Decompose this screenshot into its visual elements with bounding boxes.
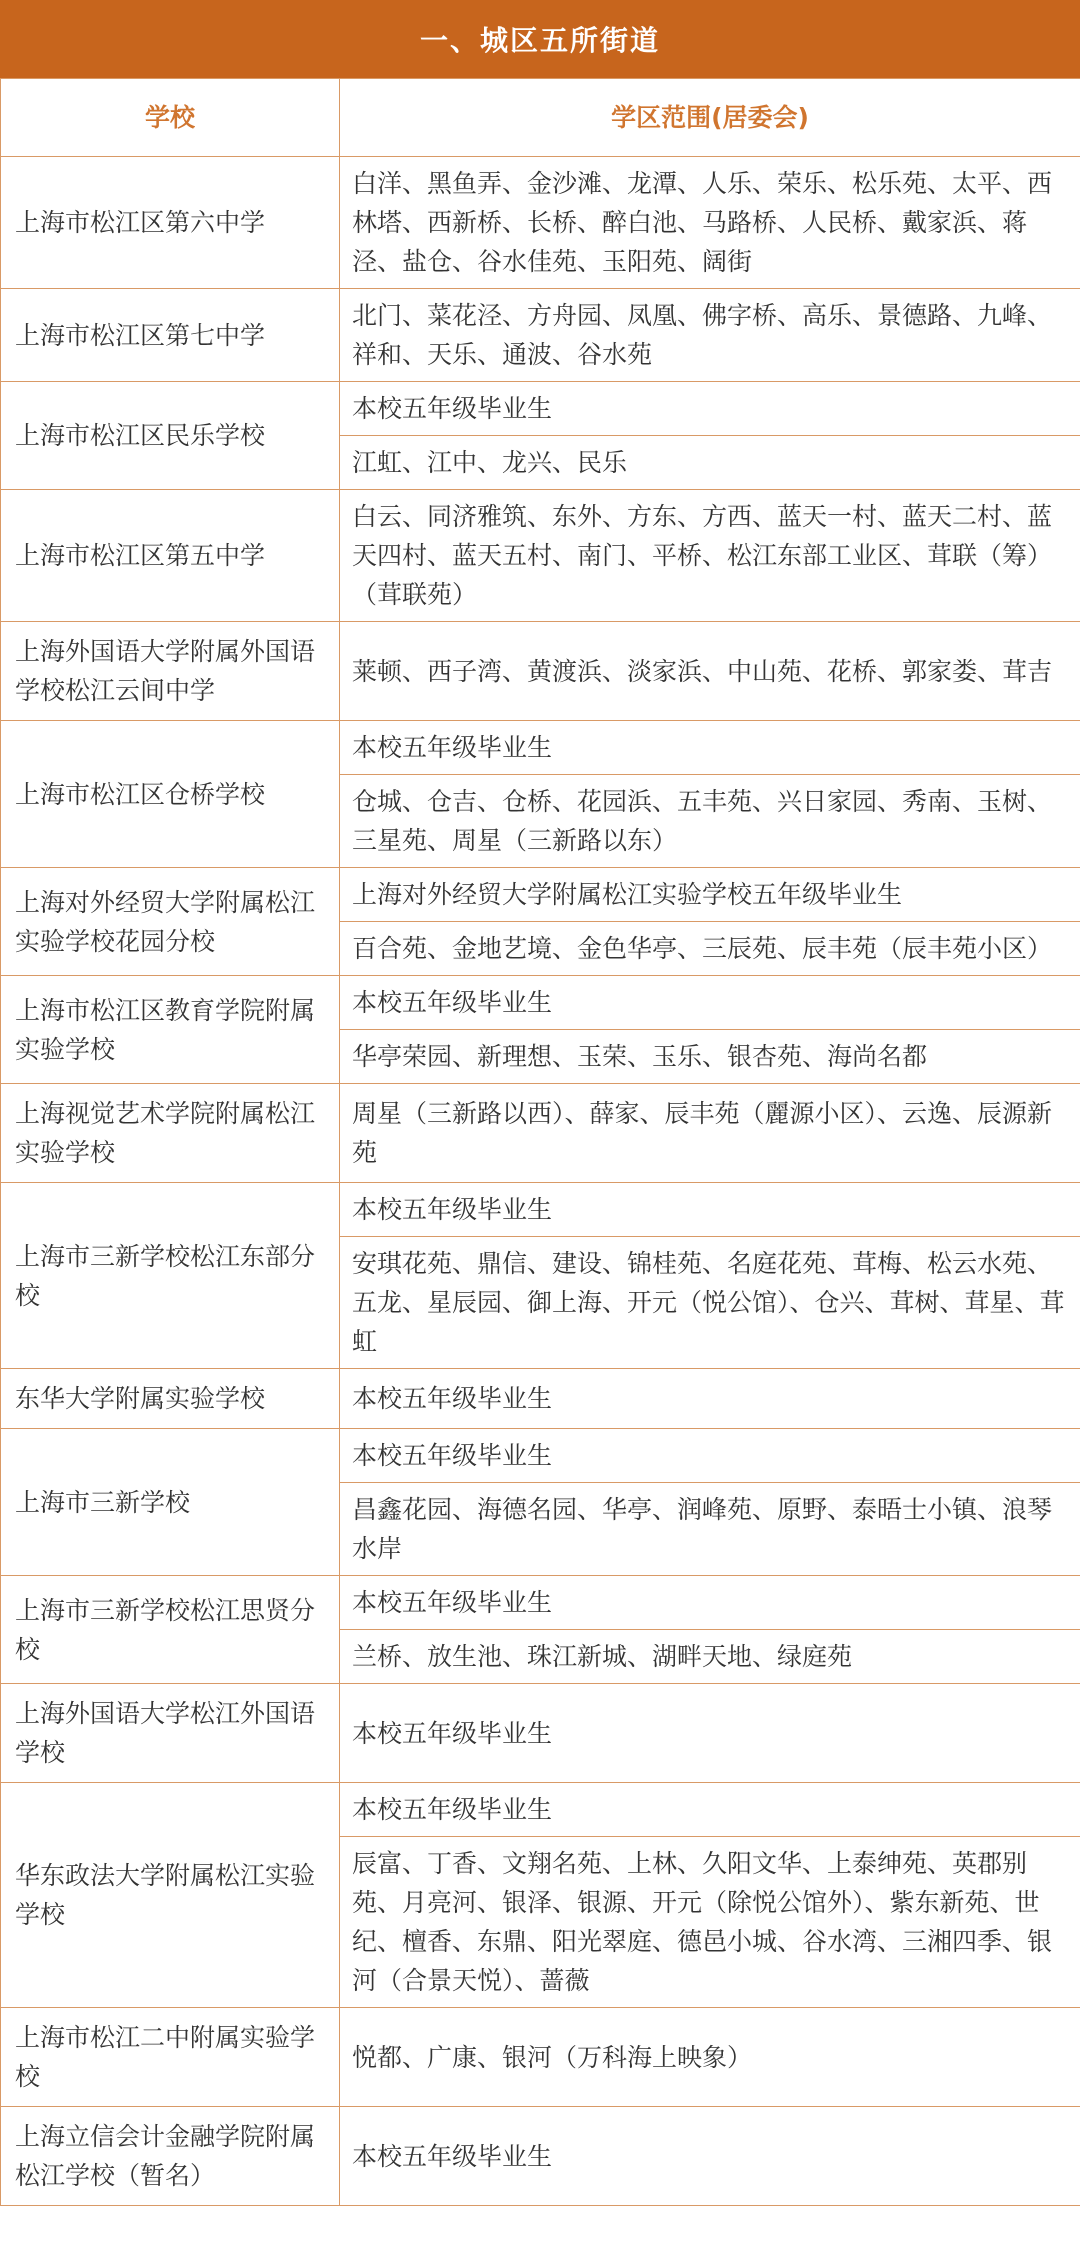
school-name: 上海市松江二中附属实验学校 (1, 2008, 340, 2107)
district-range: 本校五年级毕业生 (340, 2107, 1080, 2206)
district-range: 本校五年级毕业生 (340, 382, 1080, 436)
district-range: 周星（三新路以西）、薛家、辰丰苑（麗源小区）、云逸、辰源新苑 (340, 1084, 1080, 1183)
table-row (1, 2008, 1080, 2107)
district-range: 百合苑、金地艺境、金色华亭、三辰苑、辰丰苑（辰丰苑小区） (340, 922, 1080, 976)
district-range: 本校五年级毕业生 (340, 1183, 1080, 1237)
table-row (1, 490, 1080, 622)
district-range: 白云、同济雅筑、东外、方东、方西、蓝天一村、蓝天二村、蓝天四村、蓝天五村、南门、平桥、松江东部工业区、茸联（筹）（茸联苑） (340, 490, 1080, 622)
school-name: 华东政法大学附属松江实验学校 (1, 1783, 340, 2008)
district-range: 悦都、广康、银河（万科海上映象） (340, 2008, 1080, 2107)
district-range: 兰桥、放生池、珠江新城、湖畔天地、绿庭苑 (340, 1630, 1080, 1684)
school-name: 上海市松江区第五中学 (1, 490, 340, 622)
table-row (1, 721, 1080, 775)
table-row (1, 289, 1080, 382)
district-range: 昌鑫花园、海德名园、华亭、润峰苑、原野、泰晤士小镇、浪琴水岸 (340, 1483, 1080, 1576)
school-name: 上海市松江区第七中学 (1, 289, 340, 382)
district-range: 本校五年级毕业生 (340, 721, 1080, 775)
table-row (1, 157, 1080, 289)
table-row (1, 976, 1080, 1030)
table-row (1, 1084, 1080, 1183)
district-range: 本校五年级毕业生 (340, 1429, 1080, 1483)
school-name: 上海市松江区仓桥学校 (1, 721, 340, 868)
table-row (1, 1783, 1080, 1837)
table-row (1, 622, 1080, 721)
table-row (1, 1684, 1080, 1783)
district-range: 江虹、江中、龙兴、民乐 (340, 436, 1080, 490)
school-district-table (0, 78, 1080, 2206)
table-row (1, 868, 1080, 922)
school-name: 东华大学附属实验学校 (1, 1369, 340, 1429)
district-range: 仓城、仓吉、仓桥、花园浜、五丰苑、兴日家园、秀南、玉树、三星苑、周星（三新路以东） (340, 775, 1080, 868)
school-name: 上海市松江区教育学院附属实验学校 (1, 976, 340, 1084)
school-name: 上海市松江区第六中学 (1, 157, 340, 289)
district-range: 华亭荣园、新理想、玉荣、玉乐、银杏苑、海尚名都 (340, 1030, 1080, 1084)
school-name: 上海视觉艺术学院附属松江实验学校 (1, 1084, 340, 1183)
district-range: 辰富、丁香、文翔名苑、上林、久阳文华、上泰绅苑、英郡别苑、月亮河、银泽、银源、开元（除悦公馆外）、紫东新苑、世纪、檀香、东鼎、阳光翠庭、德邑小城、谷水湾、三湘四季、银河（合景天悦）、蔷薇 (340, 1837, 1080, 2008)
district-range: 本校五年级毕业生 (340, 1783, 1080, 1837)
table-row (1, 382, 1080, 436)
table-row (1, 1369, 1080, 1429)
district-range: 北门、菜花泾、方舟园、凤凰、佛字桥、高乐、景德路、九峰、祥和、天乐、通波、谷水苑 (340, 289, 1080, 382)
district-range: 本校五年级毕业生 (340, 976, 1080, 1030)
section-title: 一、城区五所街道 (0, 0, 1080, 78)
school-name: 上海市三新学校 (1, 1429, 340, 1576)
table-body (1, 157, 1080, 2206)
table-row (1, 2107, 1080, 2206)
school-name: 上海市三新学校松江思贤分校 (1, 1576, 340, 1684)
header-row (1, 79, 1080, 157)
school-name: 上海市三新学校松江东部分校 (1, 1183, 340, 1369)
school-name: 上海立信会计金融学院附属松江学校（暂名） (1, 2107, 340, 2206)
header-school: 学校 (1, 79, 340, 157)
district-range: 莱顿、西子湾、黄渡浜、淡家浜、中山苑、花桥、郭家娄、茸吉 (340, 622, 1080, 721)
header-district-range: 学区范围(居委会) (340, 79, 1080, 157)
district-range: 安琪花苑、鼎信、建设、锦桂苑、名庭花苑、茸梅、松云水苑、五龙、星辰园、御上海、开元（悦公馆）、仓兴、茸树、茸星、茸虹 (340, 1237, 1080, 1369)
school-name: 上海对外经贸大学附属松江实验学校花园分校 (1, 868, 340, 976)
school-name: 上海市松江区民乐学校 (1, 382, 340, 490)
district-range: 本校五年级毕业生 (340, 1684, 1080, 1783)
district-range: 白洋、黑鱼弄、金沙滩、龙潭、人乐、荣乐、松乐苑、太平、西林塔、西新桥、长桥、醉白池、马路桥、人民桥、戴家浜、蒋泾、盐仓、谷水佳苑、玉阳苑、阔街 (340, 157, 1080, 289)
school-name: 上海外国语大学附属外国语学校松江云间中学 (1, 622, 340, 721)
district-range: 本校五年级毕业生 (340, 1369, 1080, 1429)
table-row (1, 1429, 1080, 1483)
table-row (1, 1576, 1080, 1630)
table-row (1, 1183, 1080, 1237)
district-range: 本校五年级毕业生 (340, 1576, 1080, 1630)
school-name: 上海外国语大学松江外国语学校 (1, 1684, 340, 1783)
district-range: 上海对外经贸大学附属松江实验学校五年级毕业生 (340, 868, 1080, 922)
